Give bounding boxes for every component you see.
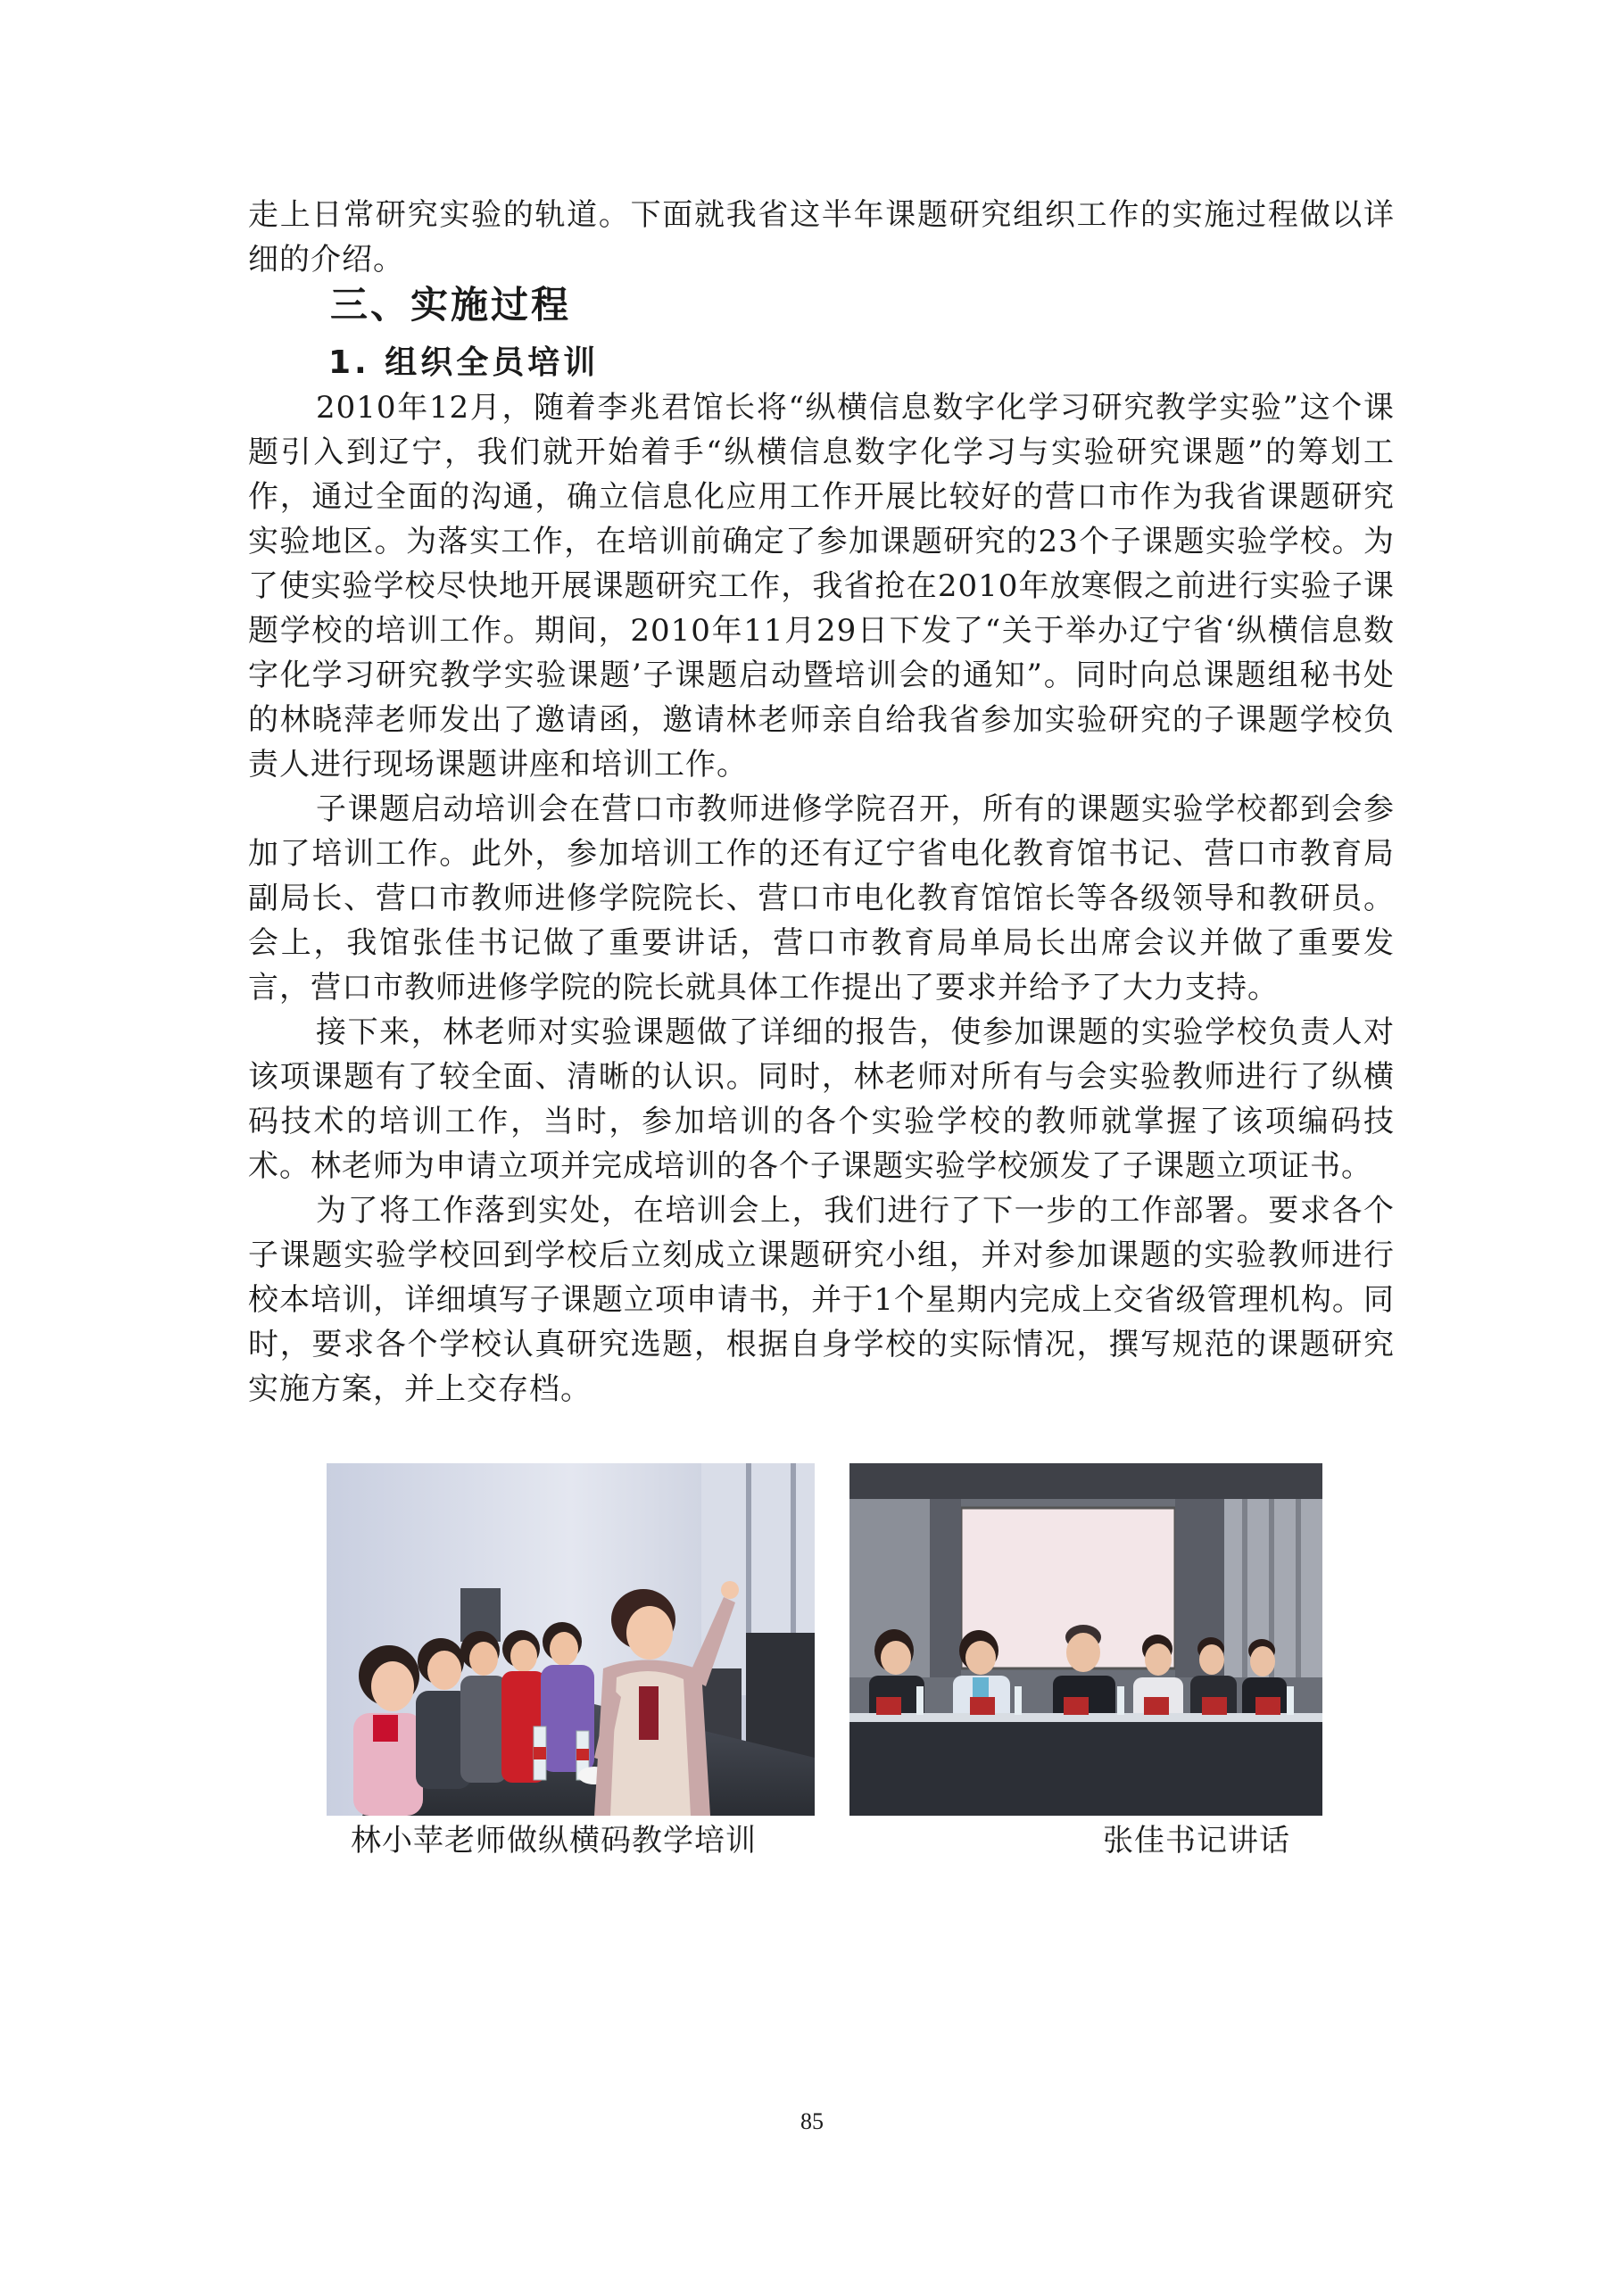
intro-paragraph: 走上日常研究实验的轨道。下面就我省这半年课题研究组织工作的实施过程做以详细的介绍。 [248,197,1395,277]
training-photo [327,1463,815,1816]
body-paragraph-3: 接下来，林老师对实验课题做了详细的报告，使参加课题的实验学校负责人对该项课题有了较全面、清晰的认识。同时，林老师对所有与会实验教师进行了纵横码技术的培训工作，当时，参加培训的各个实验学校的教师就掌握了该项编码技术。林老师为申请立项并完成培训的各个子课题实验学校颁发了子课题立项证书。 [248,1014,1395,1184]
body-text-block [248,385,1395,1412]
meeting-photo [849,1463,1322,1816]
training-photo-caption: 林小苹老师做纵横码教学培训 [351,1823,757,1859]
section-heading: 三、实施过程 [330,283,572,327]
page-number: 85 [800,2108,824,2134]
body-paragraph-1: 2010年12月，随着李兆君馆长将“纵横信息数字化学习研究教学实验”这个课题引入到辽宁，我们就开始着手“纵横信息数字化学习与实验研究课题”的筹划工作，通过全面的沟通，确立信息化应用工作开展比较好的营口市作为我省课题研究实验地区。为落实工作，在培训前确定了参加课题研究的23个子课题实验学校。为了使实验学校尽快地开展课题研究工作，我省抢在2010年放寒假之前进行实验子课题学校的培训工作。期间，2010年11月29日下发了“关于举办辽宁省‘纵横信息数字化学习研究教学实验课题’子课题启动暨培训会的通知”。同时向总课题组秘书处的林晓萍老师发出了邀请函，邀请林老师亲自给我省参加实验研究的子课题学校负责人进行现场课题讲座和培训工作。 [248,390,1395,782]
body-paragraph-2: 子课题启动培训会在营口市教师进修学院召开，所有的课题实验学校都到会参加了培训工作。此外，参加培训工作的还有辽宁省电化教育馆书记、营口市教育局副局长、营口市教师进修学院院长、营口市电化教育馆馆长等各级领导和教研员。会上，我馆张佳书记做了重要讲话，营口市教育局单局长出席会议并做了重要发言，营口市教师进修学院的院长就具体工作提出了要求并给予了大力支持。 [248,791,1395,1006]
intro-text-block [248,193,1395,282]
body-paragraph-4: 为了将工作落到实处，在培训会上，我们进行了下一步的工作部署。要求各个子课题实验学校回到学校后立刻成立课题研究小组，并对参加课题的实验教师进行校本培训，详细填写子课题立项申请书，并于1个星期内完成上交省级管理机构。同时，要求各个学校认真研究选题，根据自身学校的实际情况，撰写规范的课题研究实施方案，并上交存档。 [248,1193,1395,1407]
meeting-photo-caption: 张佳书记讲话 [1103,1823,1290,1859]
subsection-heading: 1. 组织全员培训 [328,344,600,381]
